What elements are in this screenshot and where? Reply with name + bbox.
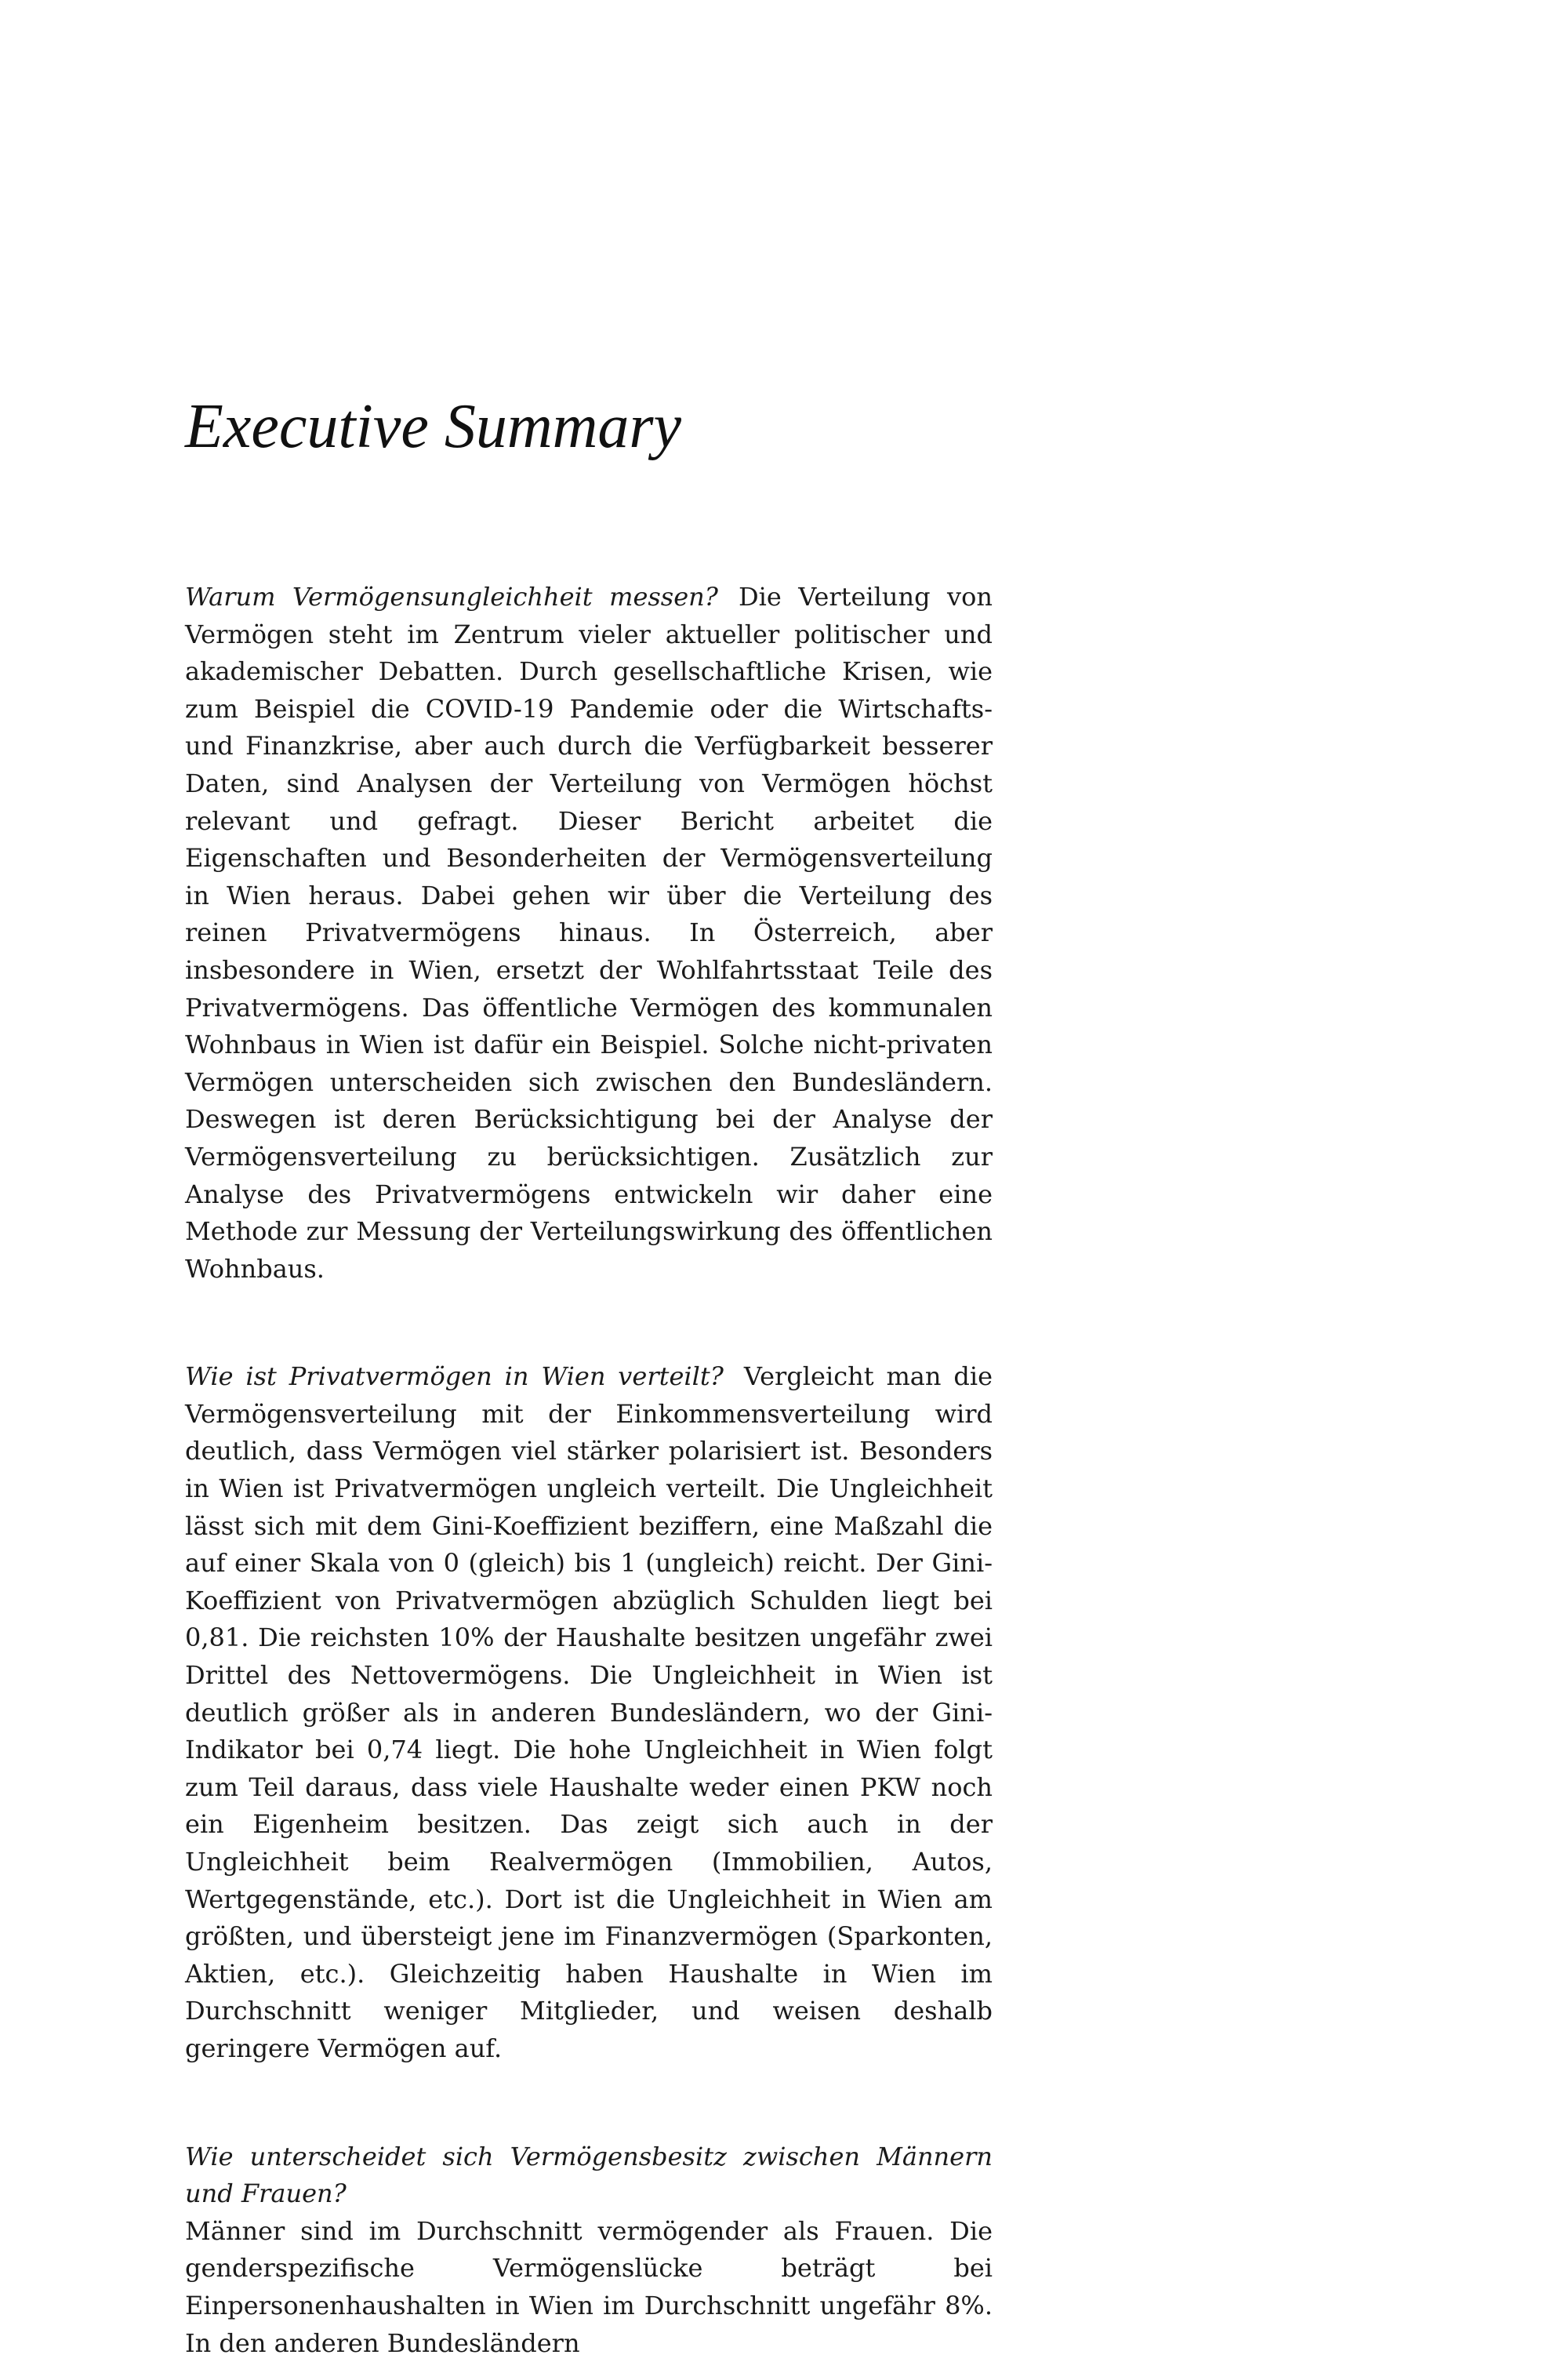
page-title: Executive Summary: [185, 392, 682, 461]
section-text: Vergleicht man die Vermögensverteilung mit der Einkommensverteilung wird deutlich, dass Vermögen viel stärker polarisiert ist. Besonders in Wien ist Privatvermögen ungleich verteilt. Die Ungleichheit lässt sich mit dem Gini-Koeffizient beziffern, eine Maßzahl die auf einer Skala von 0 (gleich) bis 1 (ungleich) reicht. Der Gini-Koeffizient von Privatvermögen abzüglich Schulden liegt bei 0,81. Die reichsten 10% der Haushalte besitzen ungefähr zwei Drittel des Nettovermögens. Die Ungleichheit in Wien ist deutlich größer als in anderen Bundesländern, wo der Gini-Indikator bei 0,74 liegt. Die hohe Ungleichheit in Wien folgt zum Teil daraus, dass viele Haushalte weder einen PKW noch ein Eigenheim besitzen. Das zeigt sich auch in der Ungleichheit beim Realvermögen (Immobilien, Autos, Wertgegenstände, etc.). Dort ist die Ungleichheit in Wien am größten, und übersteigt jene im Finanzvermögen (Sparkonten, Aktien, etc.). Gleichzeitig haben Haushalte in Wien im Durchschnitt weniger Mitglieder, und weisen deshalb geringere Vermögen auf.: [185, 1361, 993, 2063]
section-gender-gap: [185, 2139, 993, 2362]
section-heading: Wie unterscheidet sich Vermögensbesitz zwischen Männern und Frauen?: [185, 2141, 993, 2209]
section-why-measure: [185, 579, 993, 1288]
section-distribution-vienna: [185, 1358, 993, 2067]
section-text: Die Verteilung von Vermögen steht im Zentrum vieler aktueller politischer und akademischer Debatten. Durch gesellschaftliche Krisen, wie zum Beispiel die COVID-19 Pandemie oder die Wirtschafts- und Finanzkrise, aber auch durch die Verfügbarkeit besserer Daten, sind Analysen der Verteilung von Vermögen höchst relevant und gefragt. Dieser Bericht arbeitet die Eigenschaften und Besonderheiten der Vermögensverteilung in Wien heraus. Dabei gehen wir über die Verteilung des reinen Privatvermögens hinaus. In Österreich, aber insbesondere in Wien, ersetzt der Wohlfahrtsstaat Teile des Privatvermögens. Das öffentliche Vermögen des kommunalen Wohnbaus in Wien ist dafür ein Beispiel. Solche nicht-privaten Vermögen unterscheiden sich zwischen den Bundesländern. Deswegen ist deren Berücksichtigung bei der Analyse der Vermögensverteilung zu berücksichtigen. Zusätzlich zur Analyse des Privatvermögens entwickeln wir daher eine Methode zur Messung der Verteilungswirkung des öffentlichen Wohnbaus.: [185, 582, 993, 1284]
summary-body: [185, 579, 993, 2362]
section-text: Männer sind im Durchschnitt vermögender als Frauen. Die genderspezifische Vermögenslücke beträgt bei Einpersonenhaushalten in Wien im Durchschnitt ungefähr 8%. In den anderen Bundesländern: [185, 2215, 993, 2358]
section-heading: Warum Vermögensungleichheit messen?: [185, 582, 718, 612]
section-heading: Wie ist Privatvermögen in Wien verteilt?: [185, 1361, 724, 1392]
